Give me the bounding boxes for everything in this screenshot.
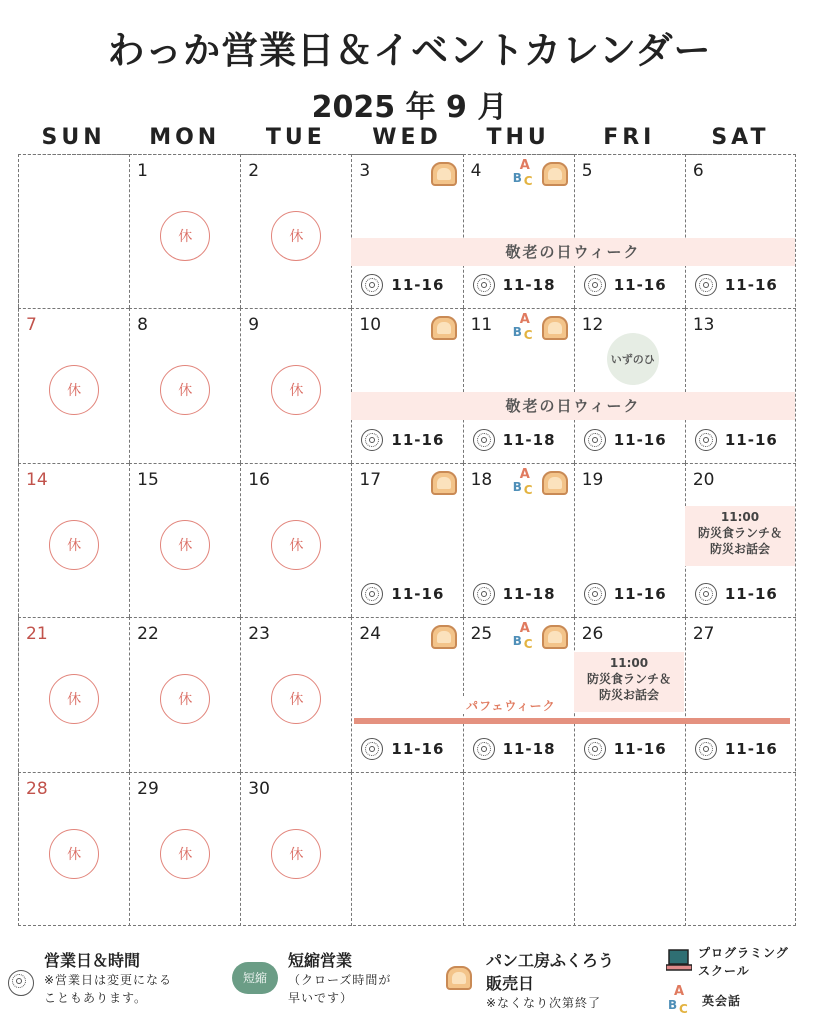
legend-short-note1: （クローズ時間が <box>288 973 392 987</box>
closed-mark: 休 <box>160 520 210 570</box>
abc-icon: A B C <box>512 158 533 188</box>
day-cell <box>18 154 129 308</box>
day-number: 26 <box>581 624 604 645</box>
hours-text: 11-18 <box>502 276 556 295</box>
business-hours <box>695 738 778 760</box>
bread-icon <box>542 625 568 649</box>
day-cell <box>240 308 351 462</box>
day-cell <box>351 154 462 308</box>
day-cell <box>240 463 351 617</box>
bread-icon <box>431 471 457 495</box>
closed-mark: 休 <box>160 365 210 415</box>
business-hours <box>473 274 556 296</box>
legend-short-badge: 短縮 <box>232 962 278 994</box>
day-cell <box>463 463 574 617</box>
page-title: わっか営業日＆イベントカレンダー <box>107 29 712 72</box>
day-cell <box>351 463 462 617</box>
weekday-fri: FRI <box>603 125 656 150</box>
bread-icon <box>431 162 457 186</box>
parfait-week-bar <box>354 718 790 724</box>
day-cell <box>240 617 351 771</box>
abc-icon: A B C <box>512 621 533 652</box>
legend-bread-icon <box>446 966 474 992</box>
day-cell <box>463 772 574 926</box>
event-line1: 防災食ランチ＆ <box>586 672 671 686</box>
business-hours <box>695 274 778 296</box>
bread-icon <box>431 316 457 340</box>
legend-english: 英会話 <box>702 994 742 1008</box>
day-cell <box>574 772 685 926</box>
day-number: 3 <box>359 161 371 181</box>
hours-text: 11-16 <box>724 276 778 295</box>
business-hours <box>584 274 667 296</box>
day-number: 25 <box>470 624 493 645</box>
weekday-tue: TUE <box>265 125 326 150</box>
legend-bread-note: ※なくなり次第終了 <box>486 996 602 1010</box>
closed-mark: 休 <box>160 211 210 261</box>
day-cell <box>240 154 351 308</box>
event-line2: 防災お話会 <box>709 542 770 556</box>
legend-programming2: スクール <box>698 964 750 978</box>
day-number: 28 <box>26 778 48 799</box>
business-hours <box>584 429 667 451</box>
seal-icon <box>695 274 717 296</box>
business-hours <box>695 429 778 451</box>
bread-icon <box>542 316 568 340</box>
business-hours <box>473 583 556 605</box>
day-cell <box>463 154 574 308</box>
legend-bread-title1: パン工房ふくろう <box>486 951 615 970</box>
closed-mark: 休 <box>271 211 321 261</box>
closed-mark: 休 <box>271 674 321 724</box>
hours-text: 11-16 <box>613 430 667 449</box>
seal-icon <box>584 429 606 451</box>
business-hours <box>361 429 444 451</box>
day-number: 18 <box>470 469 493 490</box>
seal-icon <box>473 274 495 296</box>
seal-icon <box>473 429 495 451</box>
closed-mark: 休 <box>271 365 321 415</box>
weekday-sun: SUN <box>41 125 106 150</box>
hours-text: 11-16 <box>724 585 778 604</box>
bread-icon <box>431 625 457 649</box>
abc-icon: A B C <box>512 312 533 343</box>
abc-icon: A B C <box>512 466 533 497</box>
closed-mark: 休 <box>49 365 99 415</box>
keiro-week-banner-2: 敬老の日ウィーク <box>351 392 795 420</box>
day-number: 5 <box>581 161 593 181</box>
legend-short <box>288 948 391 1007</box>
day-cell <box>574 154 685 308</box>
day-cell <box>685 617 796 771</box>
closed-mark: 休 <box>271 829 321 879</box>
hours-text: 11-16 <box>391 430 445 449</box>
legend-hours-note1: ※営業日は変更になる <box>44 973 173 987</box>
day-number: 30 <box>248 778 270 799</box>
hours-text: 11-16 <box>613 276 667 295</box>
izumi-day-badge: いずのひ <box>607 333 659 385</box>
day-cell <box>18 308 129 462</box>
day-cell <box>129 772 240 926</box>
day-number: 21 <box>26 624 48 645</box>
business-hours <box>584 583 667 605</box>
day-cell <box>18 617 129 771</box>
day-number: 10 <box>359 315 382 336</box>
business-hours <box>695 583 778 605</box>
day-cell <box>685 308 796 462</box>
event-line2: 防災お話会 <box>598 688 659 702</box>
event-time: 11:00 <box>609 656 649 670</box>
hours-text: 11-16 <box>613 585 667 604</box>
day-number: 27 <box>692 624 715 645</box>
day-cell <box>351 308 462 462</box>
closed-mark: 休 <box>49 520 99 570</box>
day-number: 15 <box>137 469 159 490</box>
day-number: 14 <box>26 469 48 490</box>
hours-text: 11-18 <box>502 430 556 449</box>
weekday-thu: THU <box>486 125 550 150</box>
bread-icon <box>542 471 568 495</box>
day-cell <box>129 154 240 308</box>
day-number: 23 <box>248 624 270 645</box>
seal-icon <box>473 738 495 760</box>
legend-hours-icon <box>8 970 34 996</box>
day-cell <box>685 772 796 926</box>
seal-icon <box>361 274 383 296</box>
closed-mark: 休 <box>49 674 99 724</box>
legend-programming1: プログラミング <box>698 946 789 960</box>
day-number: 1 <box>137 161 148 181</box>
hours-text: 11-16 <box>391 739 445 758</box>
bread-icon <box>542 162 568 186</box>
day-number: 8 <box>137 315 148 336</box>
day-number: 16 <box>248 469 270 490</box>
hours-text: 11-18 <box>502 585 556 604</box>
day-number: 29 <box>137 778 159 799</box>
closed-mark: 休 <box>160 674 210 724</box>
seal-icon <box>584 738 606 760</box>
seal-icon <box>361 429 383 451</box>
event-line1: 防災食ランチ＆ <box>697 526 782 540</box>
parfait-week-label: パフェウィーク <box>462 697 560 714</box>
seal-icon <box>695 583 717 605</box>
day-cell <box>240 772 351 926</box>
business-hours <box>361 738 444 760</box>
keiro-week-banner-1: 敬老の日ウィーク <box>351 238 795 266</box>
day-cell <box>18 772 129 926</box>
seal-icon <box>584 583 606 605</box>
day-cell <box>129 308 240 462</box>
day-cell <box>351 772 462 926</box>
event-sep26 <box>574 652 684 712</box>
business-hours <box>584 738 667 760</box>
day-number: 12 <box>581 315 604 336</box>
hours-text: 11-16 <box>613 739 667 758</box>
seal-icon <box>584 274 606 296</box>
legend-hours-title: 営業日＆時間 <box>44 951 141 970</box>
seal-icon <box>473 583 495 605</box>
day-cell <box>574 463 685 617</box>
legend <box>0 940 819 1024</box>
legend-bread-title2: 販売日 <box>486 974 535 993</box>
day-number: 13 <box>692 315 715 336</box>
closed-mark: 休 <box>160 829 210 879</box>
business-hours <box>361 274 444 296</box>
legend-hours-note2: こともあります。 <box>44 991 148 1005</box>
day-cell <box>18 463 129 617</box>
business-hours <box>473 429 556 451</box>
legend-short-note2: 早いです） <box>288 991 354 1005</box>
legend-short-title: 短縮営業 <box>288 951 353 970</box>
seal-icon <box>695 738 717 760</box>
legend-hours <box>44 948 172 1007</box>
month-heading: 2025 年 9 月 <box>311 90 508 125</box>
day-number: 24 <box>359 624 382 645</box>
closed-mark: 休 <box>271 520 321 570</box>
day-cell <box>351 617 462 771</box>
hours-text: 11-16 <box>391 585 445 604</box>
day-number: 9 <box>248 315 260 336</box>
weekday-mon: MON <box>149 125 221 150</box>
weekday-wed: WED <box>372 125 442 150</box>
weekday-sat: SAT <box>711 125 770 150</box>
day-cell <box>129 463 240 617</box>
hours-text: 11-16 <box>391 276 445 295</box>
day-number: 2 <box>248 161 260 181</box>
day-number: 11 <box>470 315 493 336</box>
day-number: 7 <box>26 315 37 336</box>
day-cell <box>685 154 796 308</box>
weekday-header <box>18 122 796 154</box>
legend-bread <box>486 948 614 1012</box>
business-hours <box>361 583 444 605</box>
day-cell <box>463 308 574 462</box>
seal-icon <box>695 429 717 451</box>
hours-text: 11-16 <box>724 430 778 449</box>
business-hours <box>473 738 556 760</box>
event-time: 11:00 <box>720 510 760 524</box>
legend-laptop-icon <box>666 948 692 976</box>
closed-mark: 休 <box>49 829 99 879</box>
day-number: 4 <box>470 161 482 181</box>
calendar-grid <box>18 154 796 926</box>
event-sep20 <box>685 506 795 566</box>
hours-text: 11-16 <box>724 739 778 758</box>
day-cell <box>574 308 685 462</box>
legend-programming <box>698 944 789 980</box>
day-number: 20 <box>692 469 715 490</box>
day-number: 6 <box>692 161 704 181</box>
hours-text: 11-18 <box>502 739 556 758</box>
day-cell <box>129 617 240 771</box>
seal-icon <box>361 583 383 605</box>
legend-abc-icon: A B C <box>668 984 688 1016</box>
day-number: 17 <box>359 469 382 490</box>
day-number: 19 <box>581 469 604 490</box>
seal-icon <box>361 738 383 760</box>
day-number: 22 <box>137 624 159 645</box>
day-cell <box>463 617 574 771</box>
